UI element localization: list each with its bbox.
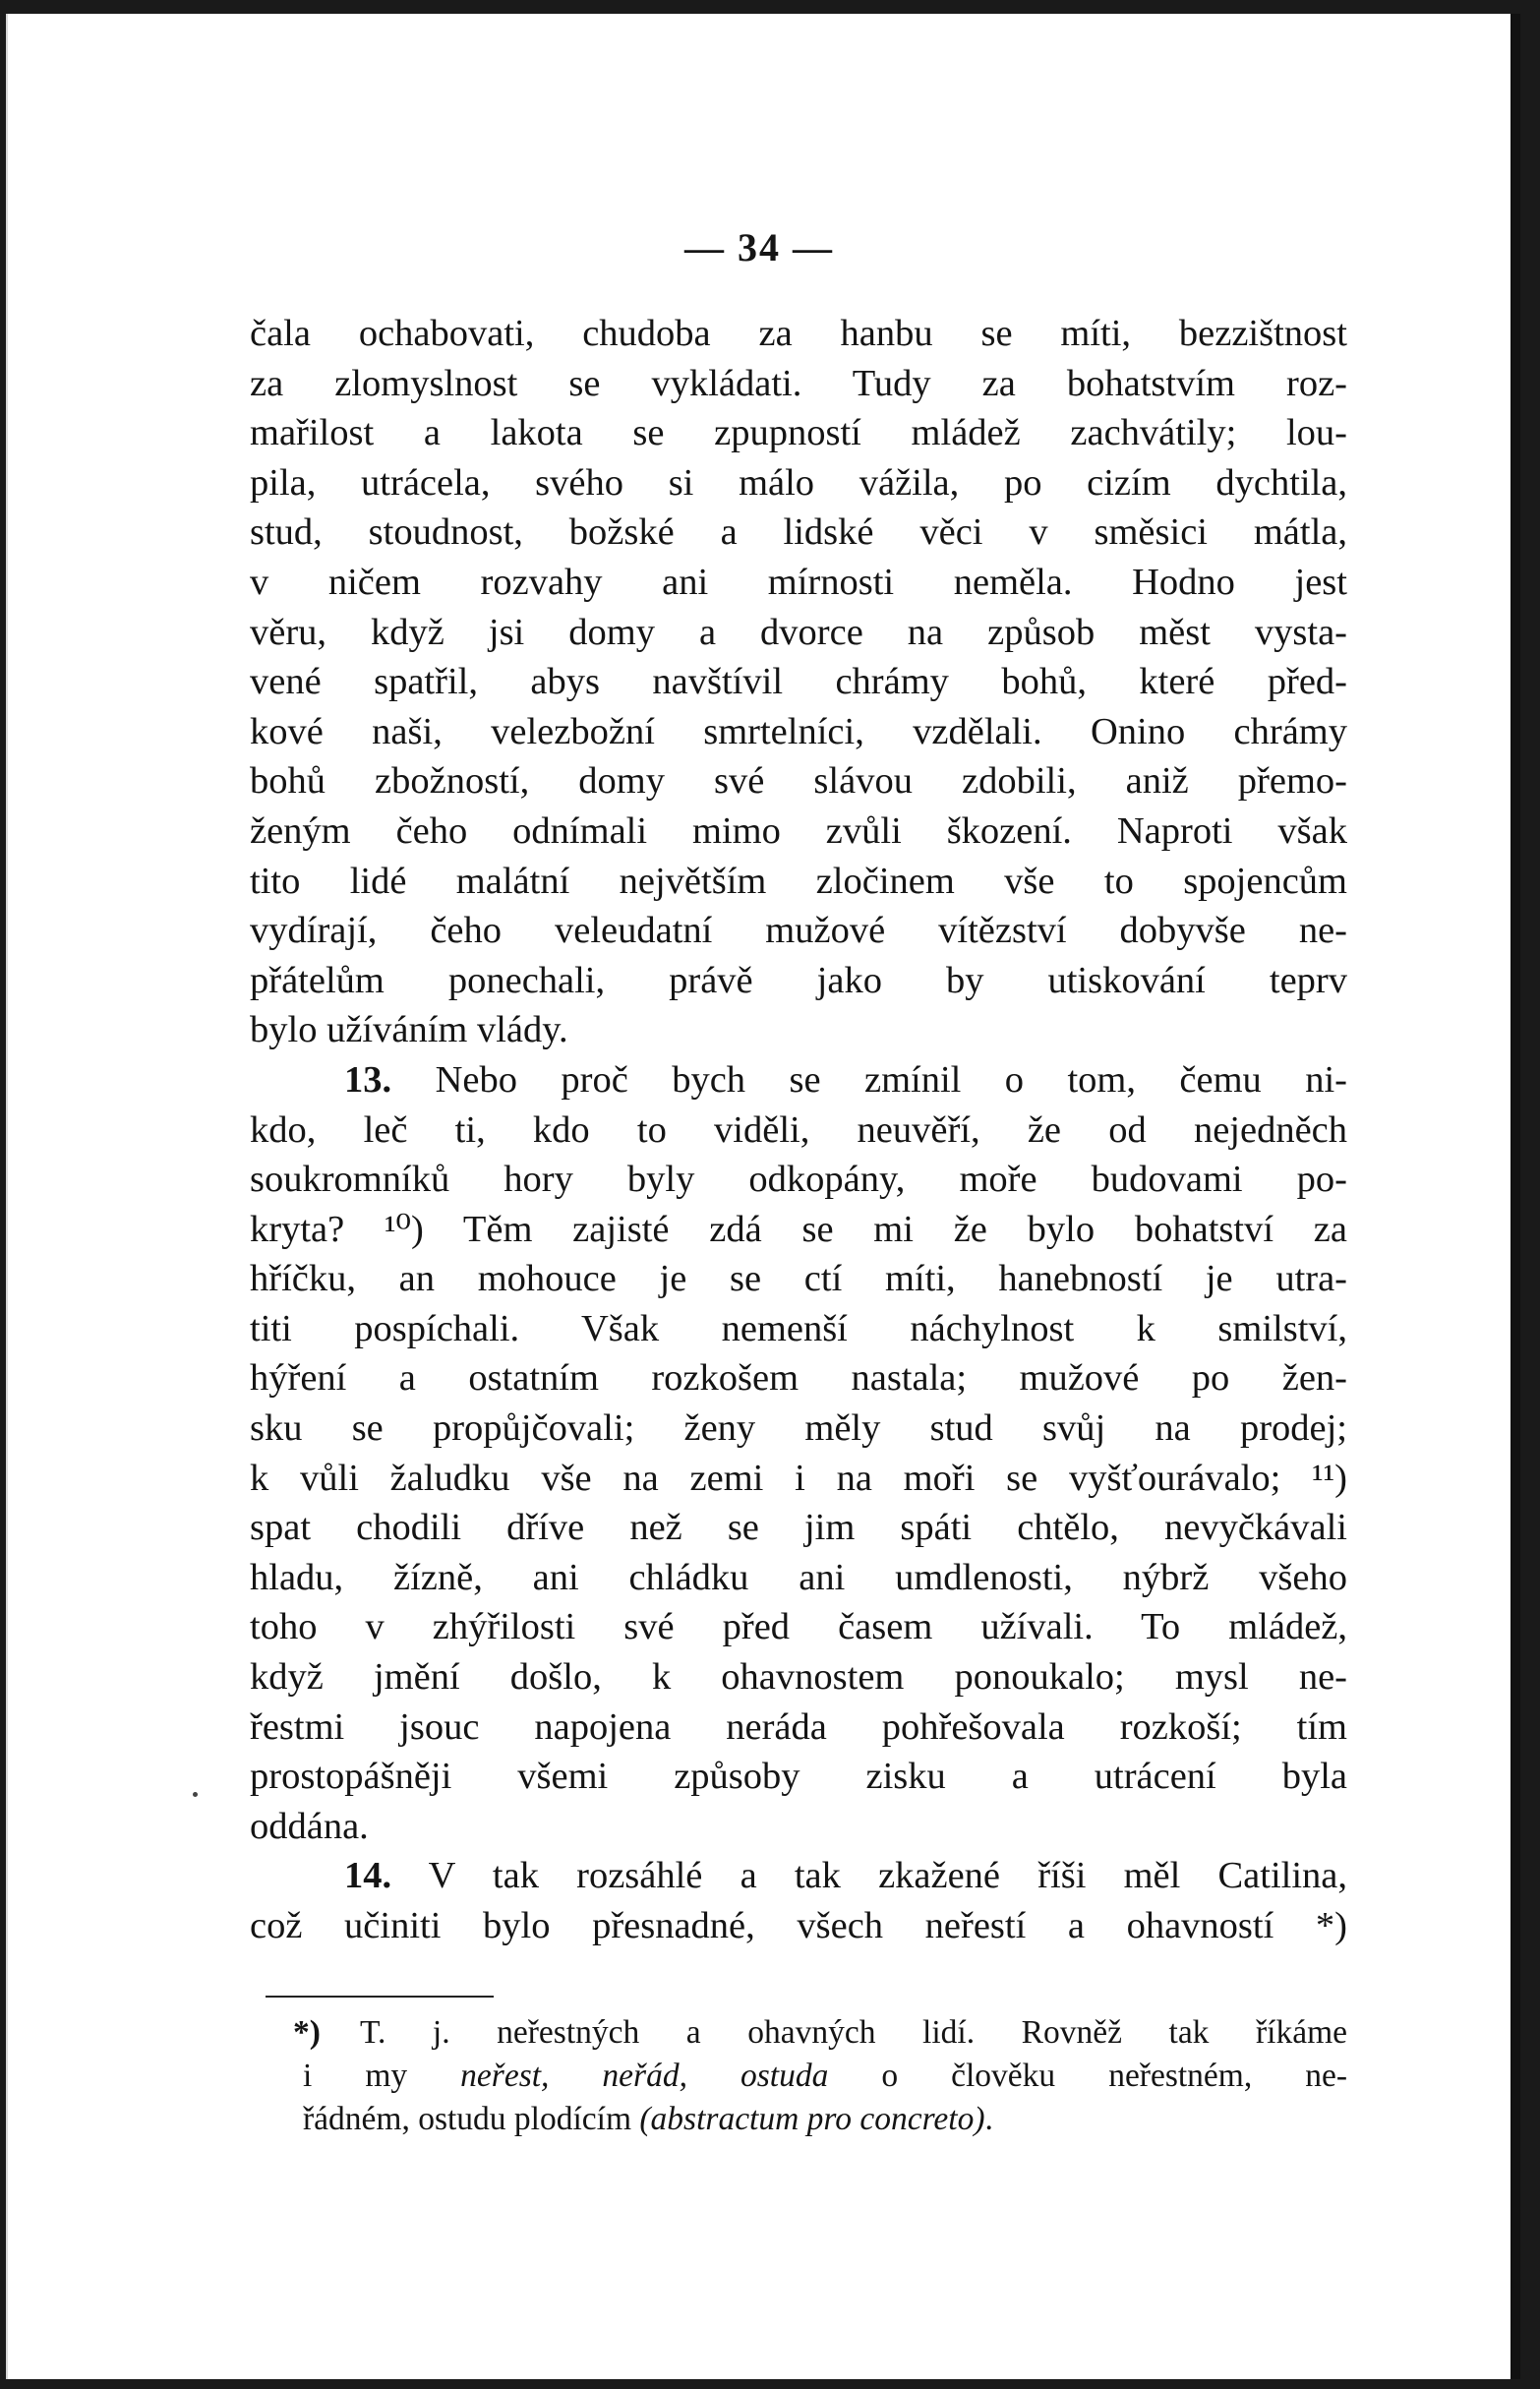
- text-line: vené spatřil, abys navštívil chrámy bohů, které před-: [250, 661, 1347, 703]
- section-13-first-line: [250, 1055, 1347, 1105]
- text-line: toho v zhýřilosti své před časem užívali. To mládež,: [250, 1606, 1347, 1648]
- text-line: když jmění došlo, k ohavnostem ponoukalo; mysl ne-: [250, 1656, 1347, 1699]
- text-line: hříčku, an mohouce je se ctí míti, hanebností je utra-: [250, 1258, 1347, 1300]
- page-number: — 34 —: [684, 225, 834, 269]
- section-text: V tak rozsáhlé a tak zkažené říši měl Catilina,: [428, 1855, 1347, 1897]
- section-text: Nebo proč bych se zmínil o tom, čemu ni-: [435, 1058, 1347, 1101]
- footnote-italic: neřest, neřád, ostuda: [460, 2058, 829, 2094]
- text-line: hladu, žízně, ani chládku ani umdlenosti, nýbrž všeho: [250, 1556, 1347, 1598]
- text-line: prostopášněji všemi způsoby zisku a utrácení byla: [250, 1756, 1347, 1798]
- text-line: kové naši, velezbožní smrtelníci, vzdělali. Onino chrámy: [250, 710, 1347, 752]
- text-line: stud, stoudnost, božské a lidské věci v směsici mátla,: [250, 511, 1347, 554]
- text-line: spat chodili dříve než se jim spáti chtělo, nevyčkávali: [250, 1507, 1347, 1549]
- text-line: řestmi jsouc napojena neráda pohřešovala rozkoší; tím: [250, 1705, 1347, 1748]
- text-line: v ničem rozvahy ani mírnosti neměla. Hodno jest: [250, 561, 1347, 603]
- text-line: mařilost a lakota se zpupností mládež zachvátily; lou-: [250, 412, 1347, 454]
- body-text: [250, 309, 1347, 1951]
- text-line: přátelům ponechali, právě jako by utiskování teprv: [250, 959, 1347, 1001]
- section-14-first-line: [250, 1851, 1347, 1901]
- text-line: ženým čeho odnímali mimo zvůli škození. Naproti však: [250, 809, 1347, 852]
- section-number: 13.: [344, 1058, 392, 1101]
- footnote-divider: [266, 1996, 494, 1998]
- footnote-text: o člověku neřestném, ne-: [881, 2058, 1348, 2094]
- text-line: k vůli žaludku vše na zemi i na moři se vyšťourávalo; ¹¹): [250, 1457, 1347, 1499]
- text-line: bohů zbožností, domy své slávou zdobili, aniž přemo-: [250, 760, 1347, 803]
- footnote-mark: *): [293, 2014, 321, 2051]
- text-line: oddána.: [250, 1805, 369, 1847]
- margin-speck: [193, 1792, 198, 1797]
- footnote-text: řádném, ostudu plodícím: [303, 2101, 632, 2137]
- text-line: kdo, leč ti, kdo to viděli, neuvěří, že od nejedněch: [250, 1108, 1347, 1151]
- text-line: vydírají, čeho veleudatní mužové vítězství dobyvše ne-: [250, 910, 1347, 952]
- text-line: věru, když jsi domy a dvorce na způsob měst vysta-: [250, 611, 1347, 653]
- footnote-italic: (abstractum pro concreto): [639, 2101, 985, 2137]
- page-sheet: [6, 14, 1520, 2379]
- footnote: [293, 2011, 1348, 2141]
- text-line: titi pospíchali. Však nemenší náchylnost k smilství,: [250, 1307, 1347, 1349]
- text-line: kryta? ¹⁰) Těm zajisté zdá se mi že bylo bohatství za: [250, 1208, 1347, 1250]
- text-line: za zlomyslnost se vykládati. Tudy za bohatstvím roz-: [250, 362, 1347, 404]
- footnote-text: i my: [303, 2058, 408, 2094]
- text-line: čala ochabovati, chudoba za hanbu se míti, bezzištnost: [250, 313, 1347, 354]
- footnote-text: .: [984, 2101, 993, 2137]
- footnote-line: [303, 2098, 1347, 2141]
- text-line: hýření a ostatním rozkošem nastala; mužové po žen-: [250, 1357, 1347, 1400]
- text-line: pila, utrácela, svého si málo vážila, po cizím dychtila,: [250, 461, 1347, 504]
- footnote-line: [303, 2055, 1347, 2098]
- text-line: soukromníků hory byly odkopány, moře budovami po-: [250, 1159, 1347, 1201]
- text-line: bylo užíváním vlády.: [250, 1009, 568, 1051]
- text-line: sku se propůjčovali; ženy měly stud svůj na prodej;: [250, 1407, 1347, 1450]
- footnote-line: T. j. neřestných a ohavných lidí. Rovněž tak říkáme: [360, 2014, 1347, 2051]
- section-number: 14.: [344, 1855, 392, 1897]
- text-line: tito lidé malátní největším zločinem vše to spojencům: [250, 860, 1347, 902]
- text-line: což učiniti bylo přesnadné, všech neřestí a ohavností *): [250, 1905, 1347, 1946]
